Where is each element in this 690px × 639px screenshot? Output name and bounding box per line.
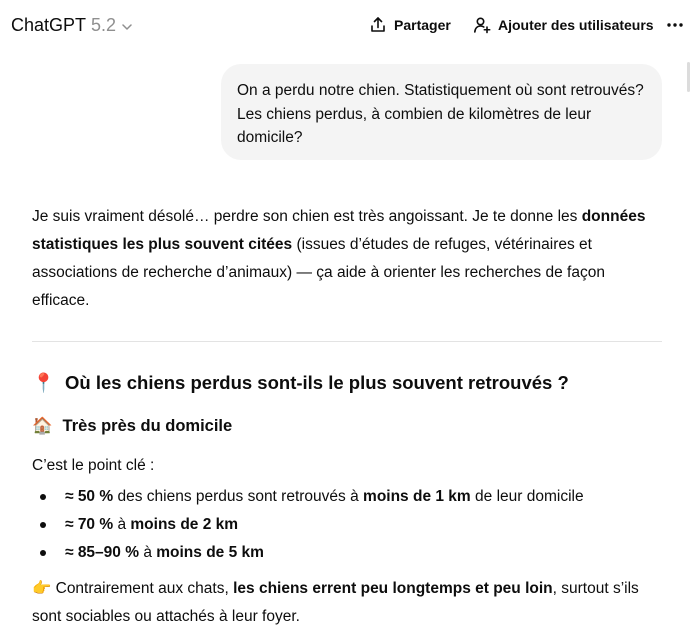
more-options-icon[interactable] (664, 16, 686, 34)
user-message-text: On a perdu notre chien. Statistiquement où sont retrouvés? Les chiens perdus, à combien de kilomètres de leur domicile? (237, 82, 644, 146)
pin-icon: 📍 (32, 372, 56, 393)
subsection-heading-text: Très près du domicile (62, 417, 233, 435)
key-point-text: C’est le point clé : (32, 457, 155, 474)
pointing-hand-icon: 👉 (32, 580, 52, 597)
share-button[interactable] (369, 16, 451, 34)
share-label: Partager (394, 17, 451, 33)
subsection-heading (32, 417, 232, 436)
intro-text-end: (issues d’études de refuges, vétérinaires et associations de recherche d’animaux) — ça aide à orienter les recherches de façon efficace. (32, 236, 605, 309)
bullet-dot (40, 494, 46, 500)
list-item (32, 539, 662, 567)
bullet-distance: moins de 2 km (130, 516, 239, 533)
bullet-distance: moins de 1 km (363, 488, 471, 505)
add-users-label: Ajouter des utilisateurs (498, 17, 654, 33)
model-version: 5.2 (91, 15, 117, 35)
chevron-down-icon (121, 20, 133, 32)
bullet-stat: ≈ 85–90 % (65, 544, 140, 561)
bullet-text: à (113, 516, 131, 533)
note-text: Contrairement aux chats, (51, 580, 234, 597)
share-icon (369, 16, 387, 34)
list-item (32, 483, 662, 511)
assistant-message (32, 203, 662, 315)
bullet-stat: ≈ 50 % (65, 488, 114, 505)
bullet-distance: moins de 5 km (156, 544, 264, 561)
bullet-dot (40, 550, 46, 556)
note-paragraph (32, 575, 662, 631)
user-message-bubble (221, 64, 662, 160)
section-heading (32, 372, 569, 394)
bullet-text: des chiens perdus sont retrouvés à (113, 488, 364, 505)
bullet-stat: ≈ 70 % (65, 516, 114, 533)
bullet-text: à (139, 544, 157, 561)
model-name: ChatGPT (11, 15, 87, 35)
intro-bold: données statistiques les plus souvent citées (32, 208, 646, 253)
model-selector[interactable] (11, 15, 133, 36)
add-users-button[interactable] (473, 16, 654, 34)
bullet-text-end: de leur domicile (470, 488, 584, 505)
section-heading-text: Où les chiens perdus sont-ils le plus souvent retrouvés ? (65, 372, 569, 393)
statistics-list (32, 483, 662, 567)
add-user-icon (473, 16, 491, 34)
note-text-end: , surtout s’ils sont sociables ou attachés à leur foyer. (32, 580, 639, 625)
house-icon: 🏠 (32, 417, 53, 435)
divider (32, 341, 662, 342)
note-bold: les chiens errent peu longtemps et peu loin (233, 580, 553, 597)
assistant-intro (32, 203, 662, 315)
bullet-dot (40, 522, 46, 528)
top-bar (0, 0, 690, 54)
intro-text: Je suis vraiment désolé… perdre son chien est très angoissant. Je te donne les (32, 208, 582, 225)
list-item (32, 511, 662, 539)
